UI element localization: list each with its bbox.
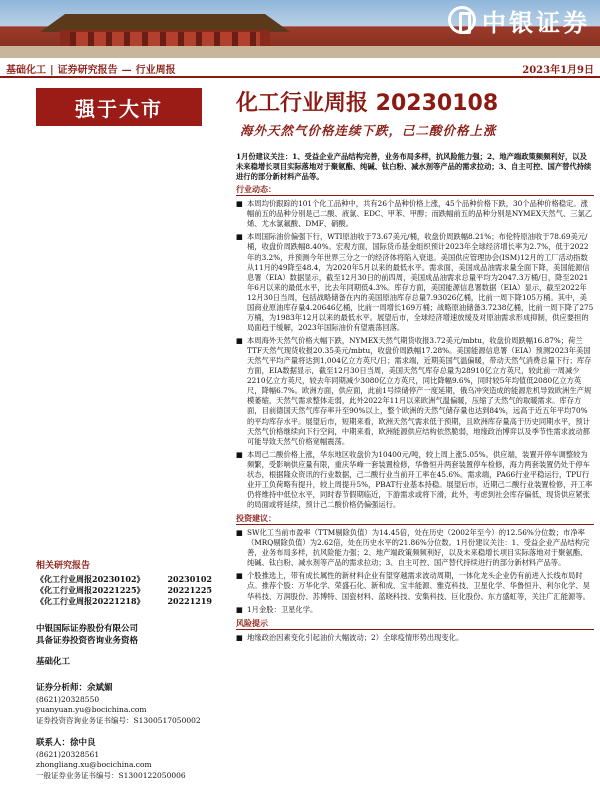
bullet-icon: ■ <box>236 336 243 346</box>
bullet-icon: ■ <box>236 604 243 614</box>
tag-report-kind: 行业周报 <box>135 64 176 76</box>
header-banner <box>0 0 600 58</box>
analyst-block <box>36 683 212 726</box>
bullet-icon: ■ <box>236 632 243 642</box>
analyst-cert: 证券投资咨询业务证书编号：S1300517050002 <box>36 715 201 725</box>
section-heading: 投资建议： <box>236 513 594 525</box>
contact-name: 联系人：徐中良 <box>36 738 96 749</box>
tag-report-type: 证券研究报告 <box>57 64 118 76</box>
header-tags: 基础化工 | 证券研究报告 — 行业周报 <box>6 64 176 76</box>
sub-header <box>0 60 600 78</box>
related-report-date: 20221219 <box>167 595 212 606</box>
company-name: 中银国际证券股份有限公司 <box>36 623 139 634</box>
report-date: 2023年1月9日 <box>522 64 594 76</box>
list-item <box>236 528 594 568</box>
tag-sector: 基础化工 <box>6 64 46 76</box>
bullet-text: 本周海外天然气价格大幅下跌，NYMEX天然气期货收报3.72美元/mbtu，收盘价周跌幅16.87%；荷兰TTF天然气现货收报20.35美元/mbtu，收盘价周跌幅17.28%。美国能源信息署（EIA）预测2023年美国天然气平均产量将达到1,004亿立方英尺/日；需求端，近期美国气温偏暖，带动天然气消费总量下行；库存方面，EIA数据显示，截至12月30日当周，美国天然气库存总量为28910亿立方英尺，较此前一周减少2210亿立方英尺，较去年同期减少3080亿立方英尺，同比降幅9.6%，同时较5年均值低2080亿立方英尺，降幅6.7%。欧洲方面，供应面，此前1号续储停产一度延期，俄乌冲突造成的能源危机导致欧洲生产规模萎缩，天然气需求整体走弱，此外2022年11月以来欧洲气温偏暖，压缩了天然气的取暖需求。库存方面，目前德国天然气库存率升至90%以上，整个欧洲的天然气储存量也达到84%，远高于近五年平均70%的平均库存水平。展望后市，短期来看，欧洲天然气需求低于预期，且欧洲库存量高于历史同期水平，预计天然气价格继续向下行空间，中期来看，欧洲能源供应结构依然脆弱，地缘政治博弈以及季节性需求波动都可能导致天然气价格宽幅震荡。 <box>247 336 592 446</box>
bullet-text: 本周国际油价偏强下行，WTI原油收于73.67美元/桶，收盘价周跌幅8.21%；布伦特原油收于78.69美元/桶，收盘价周跌幅8.40%。宏观方面，国际货币基金组织预计2023年全球经济增长率为2.7%，低于2022年的3.2%，并预测今年世界三分之一的经济体将陷入衰退。美国供应管理协会(ISM)12月的工厂活动指数从11月的49降至48.4，为2020年5月以来的最低水平。需求面，美国成品油需求量全面下降，美国能源信息署（EIA）数据显示，截至12月30日的前四周，美国成品油需求总量平均为2047.3万桶/日，降至2021年6月以来的最低水平，比去年同期低4.3%。库存方面，美国能源信息署数据（EIA）显示，截至2022年12月30日当周，包括战略储备在内的美国原油库存总量7.93026亿桶，比前一周下降105万桶。其中，美国商业原油库存量4.20646亿桶，比前一周增长169万桶；战略原油储备3.7238亿桶，比前一周下降了275万桶，为1983年12月以来的最低水平。展望后市，全球经济增速放缓及对原油需求形成抑制，供应要担的局面趋于缓解，2023年国际油价有望震荡回落。 <box>247 232 594 332</box>
analyst-phone: (8621)20328550 <box>36 694 100 704</box>
related-report-date: 20230102 <box>167 574 212 585</box>
contact-email[interactable]: zhongliang.xu@bocichina.com <box>36 760 152 770</box>
related-report-name: 《化工行业周报20221218》 <box>36 595 145 606</box>
list-item <box>236 571 594 601</box>
analyst-name: 证券分析师：余斌媚 <box>36 682 113 693</box>
contact-phone: (8621)20328561 <box>36 749 100 759</box>
report-subtitle: 海外天然气价格连续下跌，己二酸价格上涨 <box>240 123 497 138</box>
bullet-icon: ■ <box>236 571 243 581</box>
list-item <box>236 232 594 333</box>
bullet-icon: ■ <box>236 232 243 242</box>
list-item <box>236 199 594 229</box>
bullet-text: 本周己二酸价格上涨，华东地区收盘价为10400元/吨，较上周上涨5.05%。供应端，装置开停车调整较为频繁，受影响供应量有限，重庆华峰一套装置检修，华鲁恒升两套装置停车检修，海力两套装置仍处于停车状态，根据隆众资讯的行业数据，己二酸行业当前开工率在45.6%。需求端，PA66行业平稳运行，TPU行业开工负荷略有提升，较上周提升5%，PBAT行业基本持稳。展望后市，近期己二酸行业装置检修，开工率仍将维持中低位水平，同时春节假期临近，下游需求或将下滑，此外，考虑到社会库存偏低，现货供应紧张的局面或将延续，预计己二酸价格仍偏强运行。 <box>247 449 593 510</box>
bullet-icon: ■ <box>236 199 243 209</box>
company-logo <box>448 4 590 36</box>
report-title: 化工行业周报 20230108 <box>236 91 499 116</box>
list-item <box>236 605 594 615</box>
bullet-text: 1月金股：卫星化学。 <box>247 604 318 614</box>
related-report-date: 20221225 <box>167 584 212 595</box>
related-report-row[interactable] <box>36 585 212 596</box>
company-qualification: 具备证券投资咨询业务资格 <box>36 635 139 646</box>
summary-paragraph: 1月份建议关注：1、受益企业产品结构完善，业务布局多样，抗风险能力强；2、地产端政策频频利好，以及未来稳增长项目实际落地对于聚氨酯、纯碱、钛白粉、减水剂等产品的需求拉动；3、自主可控、国产替代持续进行的部分新材料产品等。 <box>236 152 592 182</box>
section-heading: 行业动态： <box>236 184 594 196</box>
bullet-text: 地缘政治因素变化引起油价大幅波动；2）全球疫情形势出现变化。 <box>247 632 464 642</box>
related-report-name: 《化工行业周报20230102》 <box>36 574 145 585</box>
bullet-icon: ■ <box>236 528 243 538</box>
related-report-row[interactable] <box>36 596 212 607</box>
contact-cert: 一般证券业务证书编号：S1300122050006 <box>36 770 186 780</box>
sidebar <box>36 560 212 781</box>
related-report-row[interactable] <box>36 574 212 585</box>
bullet-icon: ■ <box>236 449 243 459</box>
company-info <box>36 623 212 648</box>
rating-badge: 强于大市 <box>36 88 202 126</box>
banner-yard-image <box>0 46 600 58</box>
list-item <box>236 633 594 643</box>
list-item <box>236 336 594 447</box>
related-reports-title: 相关研究报告 <box>36 561 91 571</box>
sector-label: 基础化工 <box>36 657 71 668</box>
bullet-text: 个股推选上，带有成长属性的新材料企业有望穿越需求波动周期，一体化龙头企业仍有前进入长线布局时点。推荐个股：万华化学、荣盛石化、新和成、宝丰能源、雅克科技、卫星化学、华鲁恒升、利尔化学、昊华科技、万润股份、苏博特、国瓷材料、蓝晓科技、安集科技、巨化股份、东方盛虹等，关注广汇能源等。 <box>247 571 590 601</box>
logo-text: 中银证券 <box>482 8 590 37</box>
related-report-name: 《化工行业周报20221225》 <box>36 584 145 595</box>
bank-logo-icon <box>448 6 476 34</box>
bullet-text: 本周均价跟踪的101个化工品种中，共有26个品种价格上涨，45个品种价格下跌，30个品种价格稳定。涨幅前五的品种分别是己二酸、液氯、EDC、甲苯、甲醇；而跌幅前五的品种分别是NYMEX天然气、三氯乙烯、尤水氯氟酸、DMF、硝酸。 <box>247 199 593 229</box>
section-heading: 风险提示 <box>236 618 594 630</box>
contact-block <box>36 738 212 781</box>
main-content <box>236 152 594 646</box>
bullet-text: SW化工当前市盈率（TTM剔除负值）为14.45倍，处在历史（2002年至今）的12.56%分位数；市净率（MRQ剔除负值）为2.62倍，处在历史水平的21.86%分位数。1月份建议关注：1、受益企业产品结构完善，业务布局多样，抗风险能力强；2、地产端政策频频利好，以及未来稳增长项目实际落地对于聚氨酯、纯碱、钛白粉、减水剂等产品的需求拉动；3、自主可控、国产替代持续进行的部分新材料产品等。 <box>247 528 590 568</box>
list-item <box>236 450 594 510</box>
analyst-email[interactable]: yuanyuan.yu@bocichina.com <box>36 705 147 715</box>
